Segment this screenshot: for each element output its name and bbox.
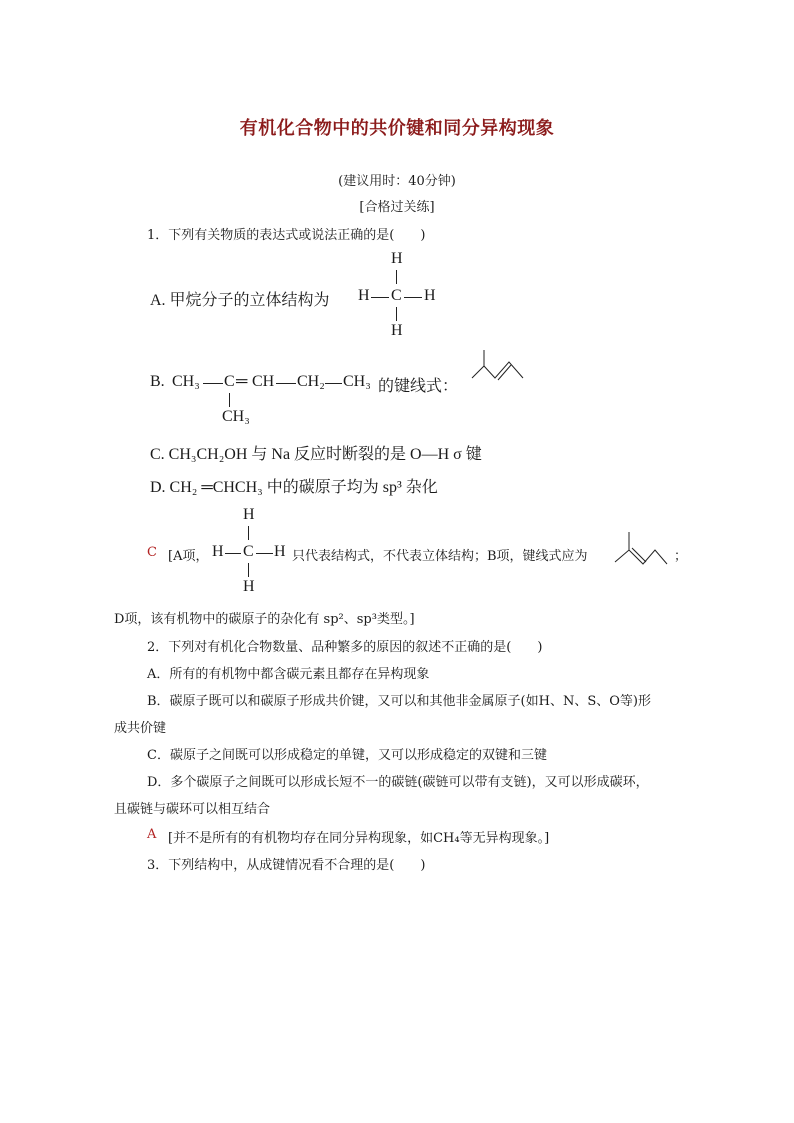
atom-h-top: H [391, 250, 403, 267]
atom-h-bottom: H [391, 322, 403, 339]
group-ch: CH [252, 373, 275, 390]
bond [396, 307, 397, 321]
q2-option-a: A．所有的有机物中都含碳元素且都存在异构现象 [147, 667, 430, 682]
bond [248, 526, 249, 540]
bond [404, 297, 422, 298]
q1-option-b-suffix: 的键线式： [378, 378, 459, 395]
skeletal-formula-drawing [470, 348, 526, 388]
q1-answer-part2: 只代表结构式，不代表立体结构；B项，键线式应为 [292, 549, 588, 564]
bond [325, 383, 342, 384]
q2-option-b-line2: 成共价键 [114, 721, 167, 736]
bond [396, 270, 397, 284]
methane-structure [358, 250, 438, 340]
group-ch3-branch: CH₃ [222, 408, 250, 425]
skeletal-formula-answer-drawing [613, 530, 669, 570]
atom-h-left: H [212, 543, 224, 560]
q1-stem: 1．下列有关物质的表达式或说法正确的是( ) [147, 228, 426, 243]
q1-answer-part3: ； [674, 549, 688, 564]
bond [225, 553, 241, 554]
q3-stem: 3．下列结构中，从成键情况看不合理的是( ) [147, 858, 426, 873]
q1-answer-part1: [A项， [168, 549, 209, 564]
group-ch2: CH₂ [297, 373, 325, 390]
bond [276, 383, 296, 384]
atom-h-right: H [274, 543, 286, 560]
q2-option-c: C．碳原子之间既可以形成稳定的单键，又可以形成稳定的双键和三键 [147, 748, 547, 763]
double-bond: ═ [236, 373, 248, 390]
bond [248, 563, 249, 577]
atom-h-bottom: H [243, 578, 255, 595]
bond [256, 553, 273, 554]
time-hint: (建议用时：40分钟) [338, 174, 456, 189]
q2-answer-letter: A [147, 827, 157, 842]
q2-answer-text: [并不是所有的有机物均存在同分异构现象，如CH₄等无异构现象。] [168, 831, 550, 846]
atom-h-left: H [358, 287, 370, 304]
q2-option-d-line2: 且碳链与碳环可以相互结合 [114, 802, 271, 817]
atom-c: C [224, 373, 235, 390]
atom-h-right: H [424, 287, 436, 304]
q2-option-b-line1: B．碳原子既可以和碳原子形成共价键，又可以和其他非金属原子(如H、N、S、O等)形 [147, 694, 651, 709]
group-ch3-end: CH₃ [343, 373, 371, 390]
bond [229, 393, 230, 407]
q1-option-c: C. CH₃CH₂OH 与 Na 反应时断裂的是 O—H σ 键 [150, 446, 482, 463]
q1-answer-line2: D项，该有机物中的碳原子的杂化有 sp²、sp³类型。] [114, 612, 415, 627]
group-ch3: CH₃ [172, 373, 200, 390]
atom-h-top: H [243, 506, 255, 523]
methane-structure-answer [212, 506, 292, 596]
q1-option-b-prefix: B. [150, 373, 165, 390]
bond [371, 297, 389, 298]
q2-option-d-line1: D．多个碳原子之间既可以形成长短不一的碳链(碳链可以带有支链)，又可以形成碳环， [147, 775, 649, 790]
atom-c: C [243, 543, 254, 560]
section-label: [合格过关练] [359, 200, 435, 215]
q1-option-d: D. CH₂ ═CHCH₃ 中的碳原子均为 sp³ 杂化 [150, 479, 438, 496]
q1-answer-letter: C [147, 545, 157, 560]
q2-stem: 2．下列对有机化合物数量、品种繁多的原因的叙述不正确的是( ) [147, 640, 543, 655]
atom-c: C [391, 287, 402, 304]
alkene-structure [172, 371, 371, 431]
bond [203, 383, 223, 384]
page-title: 有机化合物中的共价键和同分异构现象 [239, 118, 555, 139]
q1-option-a: A. 甲烷分子的立体结构为 [150, 292, 330, 309]
